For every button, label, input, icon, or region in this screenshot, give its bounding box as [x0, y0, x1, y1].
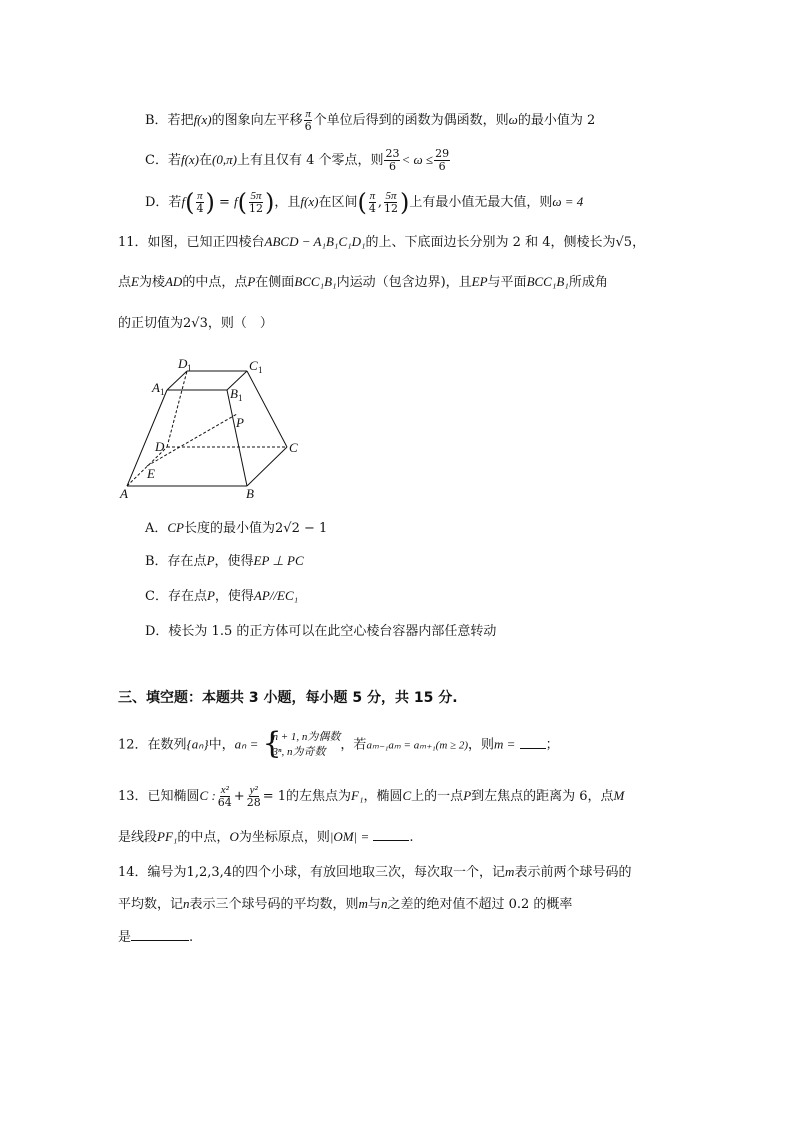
- option-label: C．若: [145, 153, 181, 168]
- answer-blank[interactable]: [131, 926, 189, 941]
- text: 的左焦点为: [286, 789, 352, 804]
- math-face: BCC₁B₁: [526, 274, 569, 289]
- math-c: C :: [199, 788, 216, 803]
- text: 的上、下底面边长分别为 2 和 4，侧棱长为: [365, 235, 616, 250]
- math-segment: EP: [471, 274, 488, 289]
- q14-line-1: [118, 862, 631, 883]
- numerator: 29: [435, 147, 450, 160]
- fraction: [246, 784, 262, 809]
- denominator: 6: [388, 160, 396, 173]
- text: ，且: [274, 195, 301, 210]
- text: 14．编号为: [118, 865, 187, 880]
- text: 在: [199, 153, 213, 168]
- math-f: f: [234, 194, 238, 209]
- option-label: B．存在点: [145, 554, 207, 569]
- text: 的中点，: [177, 830, 230, 845]
- math-fx: f(x): [300, 194, 319, 209]
- math-segment: AD: [164, 274, 183, 289]
- denominator: 64: [217, 796, 232, 809]
- numerator: 5π: [385, 190, 397, 202]
- text: 12．在数列: [118, 737, 187, 753]
- option-label: D．若: [145, 195, 182, 210]
- numerator: π: [305, 108, 311, 120]
- comma: ,: [377, 195, 382, 210]
- text: 表示三个球号码的平均数，则: [189, 897, 359, 912]
- math-point: E: [131, 274, 139, 289]
- fraction: [304, 108, 313, 133]
- text: 内运动（包含边界)，且: [336, 275, 472, 290]
- text: 为坐标原点，则: [238, 830, 330, 845]
- text: 11．如图，已知正四棱台: [118, 235, 265, 250]
- text: 的图象向左平移: [211, 113, 303, 128]
- q11-option-b: [145, 551, 304, 572]
- text: 与: [367, 897, 381, 912]
- case-2: 3ⁿ, n为奇数: [272, 746, 326, 758]
- denominator: 12: [383, 202, 398, 215]
- label-p: P: [236, 415, 244, 430]
- text: ，: [632, 235, 646, 250]
- option-label: B．若把: [145, 113, 194, 128]
- label-b1-sub: 1: [238, 393, 243, 403]
- q11-line-3: [118, 314, 273, 334]
- text: 所成角: [568, 275, 608, 290]
- math-expr: AP//EC₁: [253, 588, 299, 603]
- denominator: 4: [368, 202, 376, 215]
- text: 上有最小值无最大值，则: [409, 195, 553, 210]
- label-d: D: [155, 439, 165, 454]
- math-f1: F₁: [351, 788, 364, 803]
- text: 13．已知椭圆: [118, 789, 200, 804]
- brace: {: [262, 726, 282, 761]
- q11-line-2: [118, 272, 608, 293]
- label-c: C: [289, 440, 298, 455]
- edge-a1d1: [167, 371, 187, 390]
- text: ，则: [468, 737, 495, 753]
- numerator: 23: [385, 147, 400, 160]
- label-a: A: [120, 486, 128, 501]
- fraction: [217, 784, 233, 809]
- text: 点: [118, 275, 132, 290]
- math-plus: +: [233, 789, 245, 804]
- fraction: [384, 148, 400, 173]
- math-m: m: [505, 864, 515, 879]
- math-m: m =: [494, 736, 516, 752]
- math-m: M: [613, 788, 625, 803]
- math-seq: {aₙ}: [186, 736, 209, 752]
- numerator: y²: [249, 784, 258, 796]
- denominator: 6: [304, 120, 312, 133]
- fraction: [248, 190, 264, 215]
- math-inequality: < ω ≤: [401, 152, 434, 167]
- option-label: A．: [145, 521, 168, 536]
- piecewise: [262, 726, 341, 761]
- text: 的中点，点: [182, 275, 248, 290]
- q11-option-c: [145, 586, 298, 607]
- option-label: C．存在点: [145, 589, 207, 604]
- label-d1-sub: 1: [187, 363, 192, 373]
- math-point: P: [206, 588, 215, 603]
- text: ，椭圆: [363, 789, 403, 804]
- paren-close: ): [205, 188, 215, 217]
- text: 到左焦点的距离为 6，点: [471, 789, 614, 804]
- math-eq: =: [218, 195, 230, 210]
- fraction: [195, 190, 204, 215]
- math-omega-eq: ω = 4: [552, 194, 584, 209]
- q14-line-2: [118, 894, 572, 915]
- math-point: P: [206, 553, 215, 568]
- math-m: m: [358, 896, 368, 911]
- text: 是: [118, 930, 132, 945]
- label-c1-sub: 1: [258, 365, 263, 375]
- text: 与平面: [487, 275, 527, 290]
- math-solid: ABCD − A₁B₁C₁D₁: [264, 234, 366, 249]
- frustum-figure: [110, 352, 310, 507]
- denominator: 12: [249, 202, 263, 215]
- math-value: 2√3: [183, 316, 208, 331]
- q11-line-1: [118, 232, 645, 253]
- text: 在区间: [318, 195, 358, 210]
- numerator: π: [197, 190, 203, 202]
- text: 的四个小球，有放回地取三次，每次取一个，记: [232, 865, 506, 880]
- text: 为棱: [138, 275, 165, 290]
- math-eq: = 1: [262, 789, 286, 804]
- math-condition: aₘ₋₁aₘ = aₘ₊₁(m ≥ 2): [366, 739, 468, 752]
- case-1: n + 1, n为偶数: [272, 731, 341, 743]
- text: 的最小值为 2: [517, 113, 596, 128]
- math-expr: EP ⊥ PC: [253, 553, 304, 568]
- math-segment: CP: [167, 520, 185, 535]
- text: 长度的最小值为: [184, 521, 276, 536]
- math-sqrt: √5: [615, 235, 633, 250]
- edge-bc: [247, 447, 287, 486]
- option-label: D．棱长为 1.5 的正方体可以在此空心棱台容器内部任意转动: [145, 624, 497, 639]
- answer-blank[interactable]: [520, 734, 546, 749]
- fraction: [383, 190, 399, 215]
- text: 上的一点: [411, 789, 464, 804]
- paren-close: ): [399, 188, 410, 217]
- numerator: 5π: [250, 190, 262, 202]
- denominator: 4: [196, 202, 204, 215]
- label-e: E: [147, 466, 155, 481]
- label-c1: C: [249, 358, 258, 373]
- math-o: O: [229, 829, 239, 844]
- q11-option-d: [145, 622, 496, 642]
- text: 之差的绝对值不超过 0.2 的概率: [387, 897, 573, 912]
- text: ，使得: [214, 554, 254, 569]
- math-value: 2√2 − 1: [275, 521, 328, 536]
- text: 的正切值为: [118, 316, 184, 331]
- q12-line: [118, 726, 559, 761]
- math-fx: f(x): [193, 112, 212, 127]
- numerator: x²: [220, 784, 229, 796]
- text: 是线段: [118, 830, 158, 845]
- math-p: P: [463, 788, 472, 803]
- text: .: [409, 830, 414, 845]
- text: 中，: [208, 737, 235, 753]
- text: ；: [545, 737, 559, 753]
- math-an: aₙ =: [234, 736, 259, 752]
- text: ，使得: [214, 589, 254, 604]
- math-c: C: [402, 788, 412, 803]
- text: ，若: [340, 737, 367, 753]
- label-b: B: [246, 486, 254, 501]
- paren-open: (: [185, 188, 195, 217]
- math-nums: 1,2,3,4: [186, 865, 233, 880]
- paren-open: (: [237, 188, 247, 217]
- edge-dd1: [167, 371, 187, 447]
- q10-option-b: [145, 108, 595, 133]
- text: 表示前两个球号码的: [514, 865, 632, 880]
- q13-line-1: [118, 784, 624, 809]
- paren-close: ): [265, 188, 275, 217]
- section-heading: 三、填空题：本题共 3 小题，每小题 5 分，共 15 分.: [118, 690, 458, 706]
- q10-option-c: [145, 148, 451, 173]
- edge-bb1: [227, 390, 247, 486]
- fraction: [434, 148, 450, 173]
- text: 平均数，记: [118, 897, 184, 912]
- label-b1: B: [230, 386, 238, 401]
- math-segment: PF₁: [157, 829, 178, 844]
- math-n: n: [183, 896, 190, 911]
- fraction: [368, 190, 377, 215]
- answer-blank[interactable]: [373, 826, 409, 841]
- text: ，则（ ）: [207, 316, 273, 331]
- numerator: π: [369, 190, 376, 202]
- denominator: 28: [246, 796, 261, 809]
- text: 在侧面: [255, 275, 295, 290]
- math-point: P: [247, 274, 256, 289]
- math-n: n: [380, 896, 388, 911]
- paren-open: (: [357, 188, 367, 217]
- q11-option-a: [145, 518, 327, 539]
- math-fx: f(x): [180, 152, 199, 167]
- math-omega: ω: [508, 112, 518, 127]
- q14-line-3: [118, 926, 193, 948]
- math-om: |OM| =: [329, 829, 370, 844]
- denominator: 6: [438, 160, 446, 173]
- text: .: [189, 930, 194, 945]
- label-a1: A: [152, 380, 160, 395]
- edge-cc1: [247, 371, 287, 447]
- q10-option-d: [145, 190, 583, 215]
- label-d1: D: [178, 356, 188, 371]
- q13-line-2: [118, 826, 414, 848]
- math-interval: (0,π): [212, 152, 237, 167]
- text: 个单位后得到的函数为偶函数，则: [313, 113, 509, 128]
- text: 上有且仅有 4 个零点，则: [236, 153, 384, 168]
- math-f: f: [181, 194, 186, 209]
- label-a1-sub: 1: [160, 387, 165, 397]
- math-face: BCC₁B₁: [294, 274, 337, 289]
